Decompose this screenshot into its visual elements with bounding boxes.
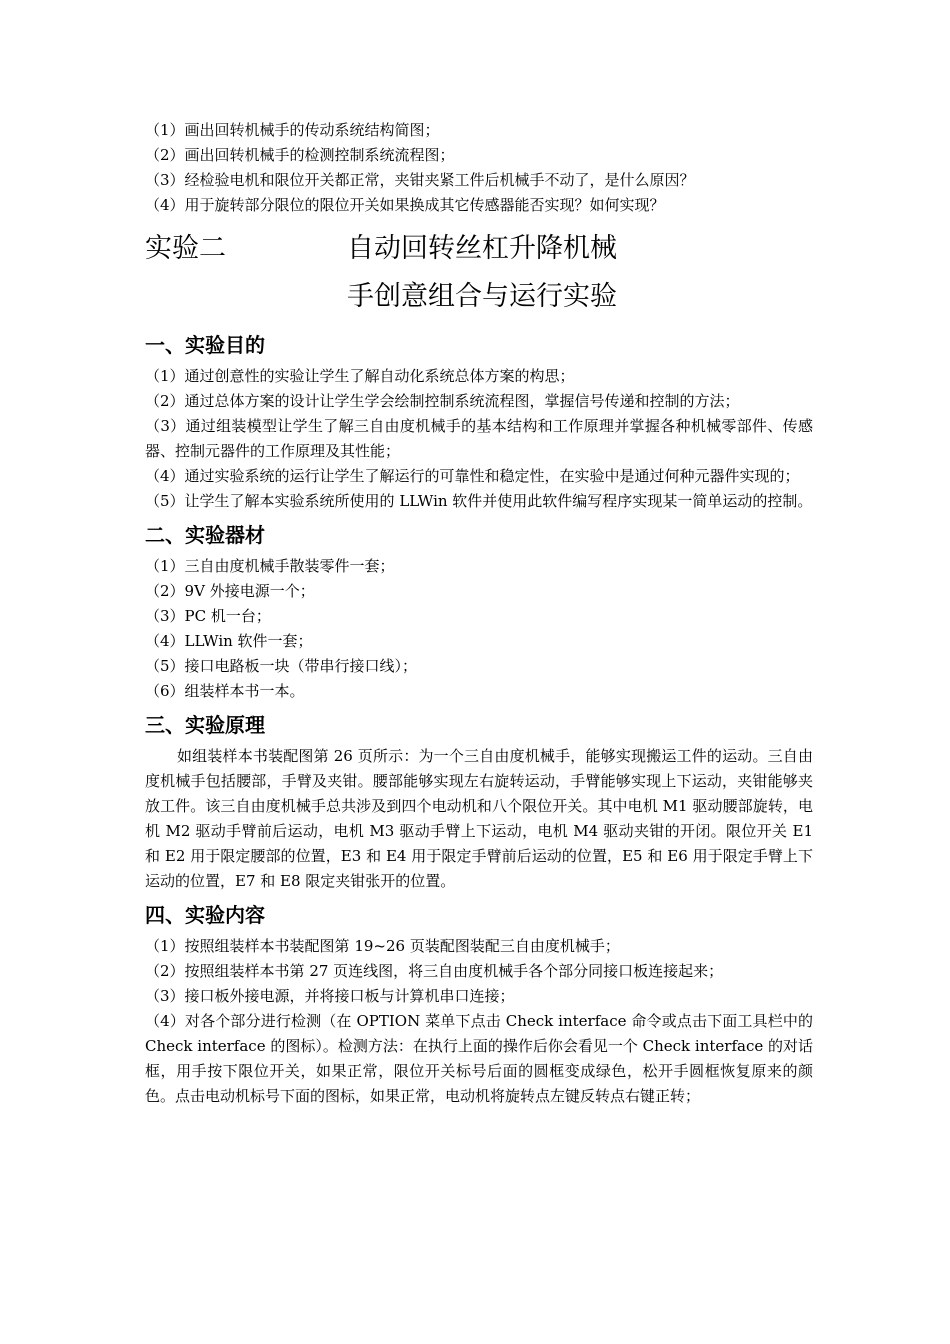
list-item: （6）组装样本书一本。 [145,682,305,700]
section-content [145,900,813,1109]
list-item: （2）按照组装样本书第 27 页连线图，将三自由度机械手各个部分同接口板连接起来； [145,962,724,980]
experiment-title-line1: 自动回转丝杠升降机械 [347,233,617,264]
list-item: （1）三自由度机械手散装零件一套； [145,557,395,575]
experiment-title-line2: 手创意组合与运行实验 [347,281,617,312]
experiment-title-continued [145,272,813,324]
questions-list [145,118,813,218]
list-item: （5）让学生了解本实验系统所使用的 LLWin 软件并使用此软件编写程序实现某一简单运动的控制。 [145,492,813,510]
question-item: （4）用于旋转部分限位的限位开关如果换成其它传感器能否实现？如何实现？ [145,196,665,214]
list-item: （5）接口电路板一块（带串行接口线）； [145,657,418,675]
section-equipment [145,520,813,704]
section-heading: 一、实验目的 [145,333,265,357]
list-item: （3）PC 机一台； [145,607,271,625]
list-item: （4）通过实验系统的运行让学生了解运行的可靠性和稳定性，在实验中是通过何种元器件实现的； [145,467,800,485]
principle-paragraph: 如组装样本书装配图第 26 页所示：为一个三自由度机械手，能够实现搬运工件的运动。三自由度机械手包括腰部，手臂及夹钳。腰部能够实现左右旋转运动，手臂能够实现上下运动，夹钳能够夹放工件。该三自由度机械手总共涉及到四个电动机和八个限位开关。其中电机 M1 驱动腰部旋转，电机 M2 驱动手臂前后运动，电机 M3 驱动手臂上下运动，电机 M4 驱动夹钳的开闭。限位开关 E1 和 E2 用于限定腰部的位置，E3 和 E4 用于限定手臂前后运动的位置，E5 和 E6 用于限定手臂上下运动的位置，E7 和 E8 限定夹钳张开的位置。 [145,747,813,890]
experiment-title [145,220,813,272]
list-item: （2）通过总体方案的设计让学生学会绘制控制系统流程图，掌握信号传递和控制的方法； [145,392,740,410]
document-page [145,118,813,1109]
question-item: （1）画出回转机械手的传动系统结构简图； [145,121,440,139]
list-item: （3）通过组装模型让学生了解三自由度机械手的基本结构和工作原理并掌握各种机械零部件、传感器、控制元器件的工作原理及其性能； [145,417,813,460]
section-heading: 四、实验内容 [145,903,265,927]
list-item: （4）对各个部分进行检测（在 OPTION 菜单下点击 Check interface 命令或点击下面工具栏中的 Check interface 的图标）。检测方法：在执行上面的操作后你会看见一个 Check interface 的对话框，用手按下限位开关，如果正常，限位开关标号后面的圆框变成绿色，松开手圆框恢复原来的颜色。点击电动机标号下面的图标，如果正常，电动机将旋转点左键反转点右键正转； [145,1012,813,1105]
question-item: （3）经检验电机和限位开关都正常，夹钳夹紧工件后机械手不动了，是什么原因？ [145,171,695,189]
section-purpose [145,330,813,514]
experiment-label: 实验二 [145,233,226,264]
list-item: （3）接口板外接电源，并将接口板与计算机串口连接； [145,987,515,1005]
section-heading: 三、实验原理 [145,713,265,737]
list-item: （4）LLWin 软件一套； [145,632,313,650]
list-item: （1）通过创意性的实验让学生了解自动化系统总体方案的构思； [145,367,575,385]
list-item: （2）9V 外接电源一个； [145,582,315,600]
list-item: （1）按照组装样本书装配图第 19~26 页装配图装配三自由度机械手； [145,937,620,955]
section-heading: 二、实验器材 [145,523,265,547]
question-item: （2）画出回转机械手的检测控制系统流程图； [145,146,455,164]
section-principle [145,710,813,894]
